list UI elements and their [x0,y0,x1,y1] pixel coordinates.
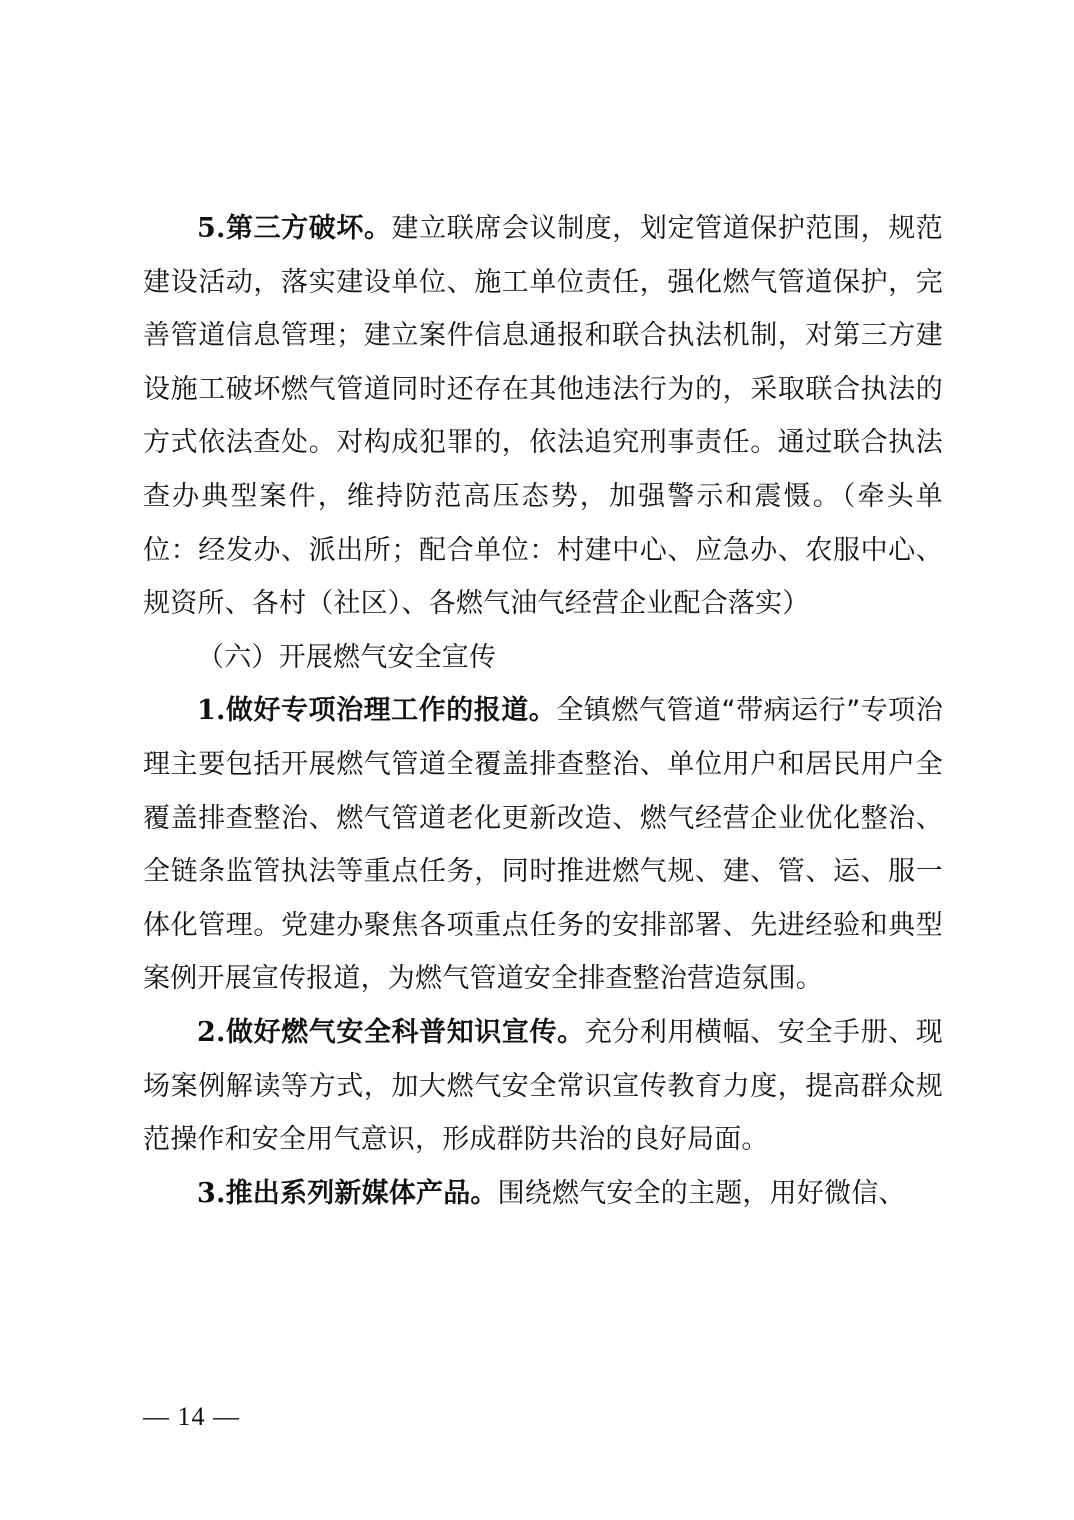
paragraph-special-governance-reporting [143,684,943,1006]
paragraph-text: 充分利用横幅、安全手册、现场案例解读等方式，加大燃气安全常识宣传教育力度，提高群众规范操作和安全用气意识，形成群防共治的良好局面。 [143,1016,943,1156]
paragraph-heading: 推出系列新媒体产品。 [225,1177,498,1209]
section-heading-gas-safety-publicity [143,631,943,685]
paragraph-heading: 做好专项治理工作的报道。 [225,695,557,727]
paragraph-science-popularization [143,1006,943,1167]
page-number: — 14 — [143,1402,240,1431]
item-number: 3. [197,1177,226,1209]
section-heading-text: （六）开展燃气安全宣传 [197,641,497,673]
paragraph-heading: 第三方破坏。 [225,213,392,244]
paragraph-text: 建立联席会议制度，划定管道保护范围，规范建设活动，落实建设单位、施工单位责任，强化燃气管道保护，完善管道信息管理；建立案件信息通报和联合执法机制，对第三方建设施工破坏燃气管道同时还存在其他违法行为的，采取联合执法的方式依法查处。对构成犯罪的，依法追究刑事责任。通过联合执法查办典型案件，维持防范高压态势，加强警示和震慑。（牵头单位：经发办、派出所；配合单位：村建中心、应急办、农服中心、规资所、各村（社区）、各燃气油气经营企业配合落实） [143,213,944,620]
paragraph-new-media-products [143,1167,943,1221]
paragraph-text: 围绕燃气安全的主题，用好微信、 [497,1177,906,1209]
item-number: 1. [197,695,226,727]
item-number: 5. [197,213,226,244]
document-body [143,202,943,1220]
paragraph-heading: 做好燃气安全科普知识宣传。 [225,1016,585,1048]
paragraph-third-party-damage [143,202,943,631]
item-number: 2. [197,1016,226,1048]
paragraph-text: 全镇燃气管道“带病运行”专项治理主要包括开展燃气管道全覆盖排查整治、单位用户和居民用户全覆盖排查整治、燃气管道老化更新改造、燃气经营企业优化整治、全链条监管执法等重点任务，同时推进燃气规、建、管、运、服一体化管理。党建办聚焦各项重点任务的安排部署、先进经验和典型案例开展宣传报道，为燃气管道安全排查整治营造氛围。 [143,695,943,995]
